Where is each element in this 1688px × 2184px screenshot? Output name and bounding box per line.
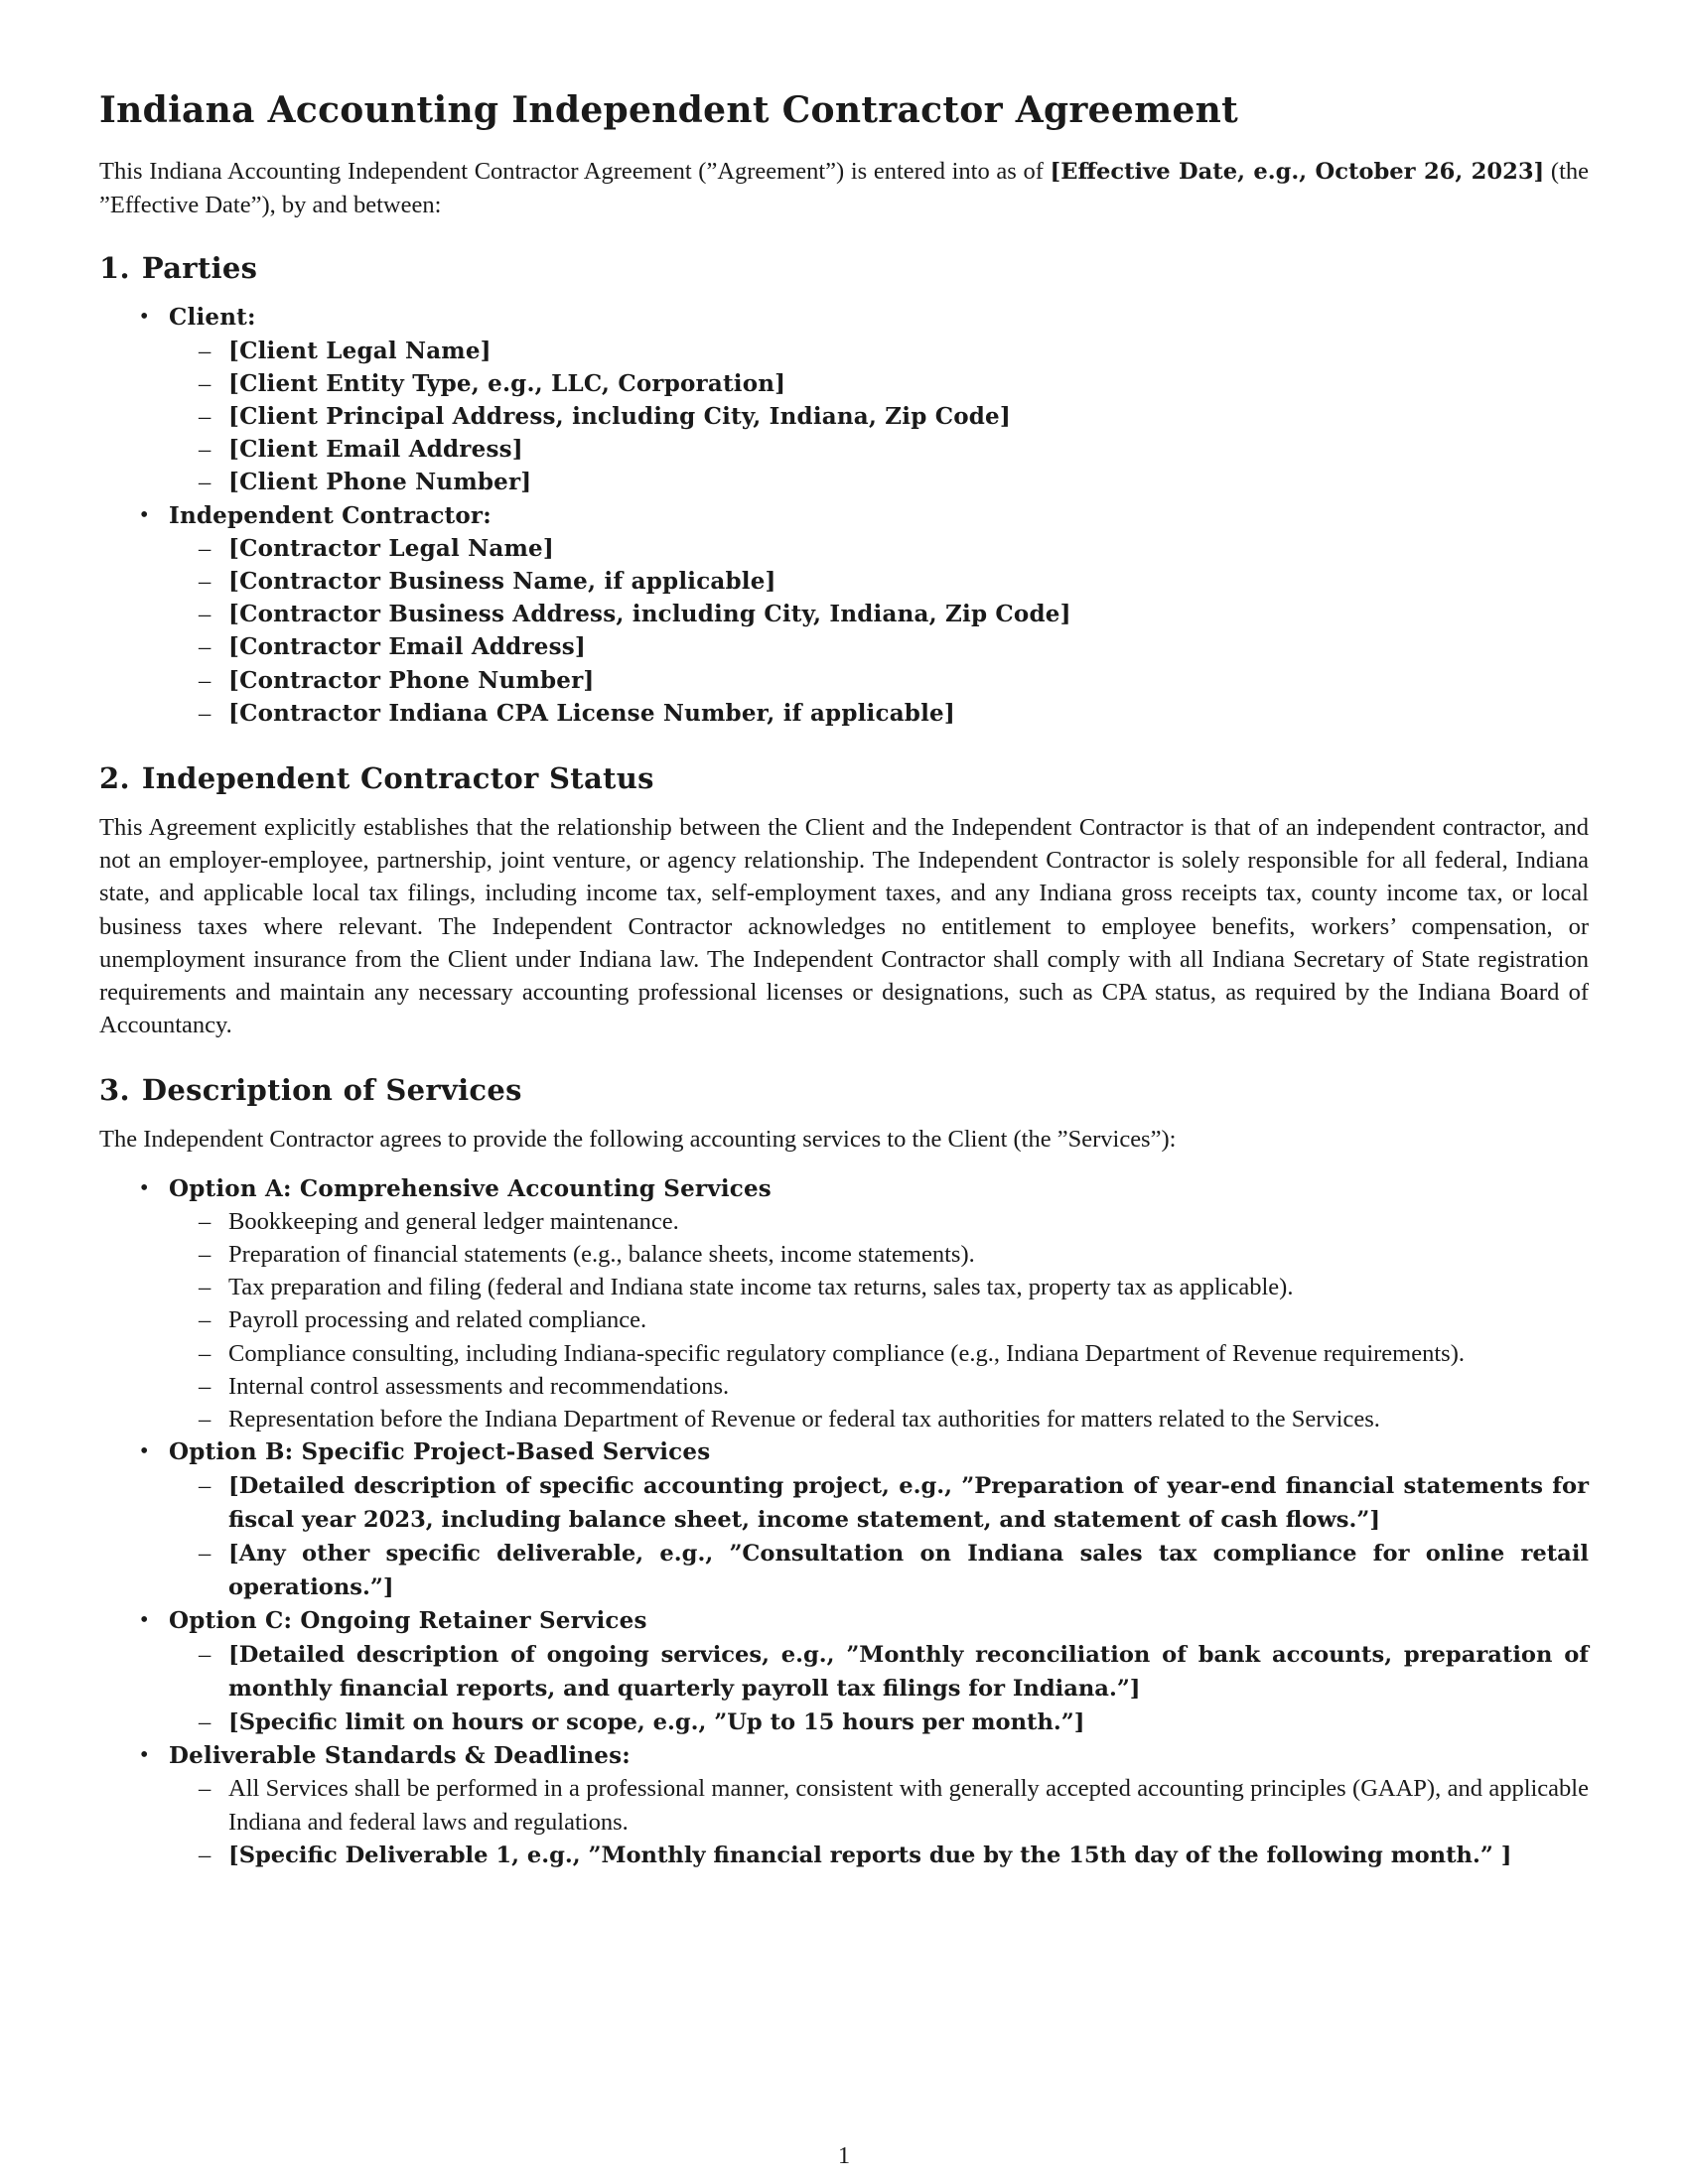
- service-text: Representation before the Indiana Department of Revenue or federal tax authorities for matters related to the Services.: [228, 1406, 1380, 1433]
- option-b-label: Option B: Specific Project-Based Services: [169, 1438, 711, 1466]
- bullet-icon: •: [140, 1438, 149, 1465]
- dash-icon: –: [199, 469, 211, 496]
- option-c-label: Option C: Ongoing Retainer Services: [169, 1607, 647, 1635]
- service-text: Tax preparation and filing (federal and Indiana state income tax returns, sales tax, property tax as applicable).: [228, 1274, 1294, 1301]
- list-item: [199, 466, 1589, 498]
- section-services: [99, 1071, 1589, 1871]
- list-item: [199, 1238, 1589, 1271]
- dash-icon: –: [199, 1306, 211, 1334]
- client-label: Client:: [169, 304, 256, 332]
- list-item: [199, 1638, 1589, 1706]
- deliverables-label: Deliverable Standards & Deadlines:: [169, 1742, 631, 1770]
- dash-icon: –: [199, 666, 211, 694]
- bullet-icon: •: [140, 1742, 149, 1769]
- document-page: [99, 87, 1589, 1902]
- parties-list: [99, 301, 1589, 730]
- dash-icon: –: [199, 1274, 211, 1301]
- placeholder-text: [Contractor Email Address]: [228, 633, 586, 661]
- section-heading-contractor-status: [99, 759, 1589, 797]
- option-a-label: Option A: Comprehensive Accounting Services: [169, 1174, 772, 1202]
- section-heading-services: [99, 1071, 1589, 1109]
- placeholder-text: [Detailed description of ongoing services, e.g., ”Monthly reconciliation of bank accounts, preparation of monthly financial reports, and quarterly payroll tax filings for Indiana.”]: [228, 1641, 1589, 1702]
- dash-icon: –: [199, 1539, 211, 1567]
- dash-icon: –: [199, 534, 211, 562]
- dash-icon: –: [199, 1339, 211, 1367]
- bullet-icon: •: [140, 1607, 149, 1634]
- placeholder-text: [Client Principal Address, including City, Indiana, Zip Code]: [228, 403, 1011, 431]
- placeholder-text: [Contractor Legal Name]: [228, 534, 554, 562]
- list-item: [199, 1706, 1589, 1739]
- service-text: Preparation of financial statements (e.g., balance sheets, income statements).: [228, 1241, 975, 1269]
- placeholder-text: [Contractor Indiana CPA License Number, if applicable]: [228, 699, 955, 727]
- effective-date-placeholder: [Effective Date, e.g., October 26, 2023]: [1050, 159, 1545, 185]
- dash-icon: –: [199, 369, 211, 397]
- dash-icon: –: [199, 1841, 211, 1868]
- service-text: Compliance consulting, including Indiana-specific regulatory compliance (e.g., Indiana Department of Revenue requirements).: [228, 1339, 1465, 1367]
- list-item: [199, 367, 1589, 400]
- list-item: [199, 433, 1589, 466]
- list-item: [199, 664, 1589, 697]
- list-item: [199, 1370, 1589, 1403]
- dash-icon: –: [199, 601, 211, 628]
- placeholder-text: [Specific Deliverable 1, e.g., ”Monthly financial reports due by the 15th day of the following month.” ]: [228, 1842, 1512, 1868]
- dash-icon: –: [199, 1640, 211, 1668]
- placeholder-text: [Specific limit on hours or scope, e.g., ”Up to 15 hours per month.”]: [228, 1708, 1085, 1735]
- dash-icon: –: [199, 1372, 211, 1400]
- list-item: [199, 1271, 1589, 1303]
- list-item-option-b: [140, 1435, 1589, 1604]
- section-title: Independent Contractor Status: [141, 761, 654, 796]
- document-title: Indiana Accounting Independent Contractor Agreement: [99, 89, 1239, 131]
- placeholder-text: [Contractor Business Address, including City, Indiana, Zip Code]: [228, 601, 1071, 628]
- bullet-icon: •: [140, 304, 149, 331]
- intro-text-before: This Indiana Accounting Independent Contractor Agreement (”Agreement”) is entered into as of: [99, 158, 1051, 185]
- dash-icon: –: [199, 436, 211, 464]
- dash-icon: –: [199, 403, 211, 431]
- bullet-icon: •: [140, 501, 149, 528]
- dash-icon: –: [199, 633, 211, 661]
- list-item-option-c: [140, 1604, 1589, 1739]
- placeholder-text: [Contractor Business Name, if applicable]: [228, 568, 776, 596]
- dash-icon: –: [199, 1406, 211, 1433]
- deliverables-list: [169, 1772, 1589, 1872]
- list-item: [199, 1303, 1589, 1336]
- list-item-deliverables: [140, 1739, 1589, 1872]
- section-parties: [99, 249, 1589, 730]
- dash-icon: –: [199, 1241, 211, 1269]
- dash-icon: –: [199, 699, 211, 727]
- option-b-list: [169, 1469, 1589, 1605]
- section-title: Description of Services: [141, 1073, 522, 1108]
- page-number: 1: [837, 2142, 851, 2169]
- placeholder-text: [Contractor Phone Number]: [228, 666, 595, 694]
- dash-icon: –: [199, 1207, 211, 1235]
- placeholder-text: [Any other specific deliverable, e.g., ”Consultation on Indiana sales tax compliance for online retail operations.”]: [228, 1540, 1589, 1601]
- dash-icon: –: [199, 1471, 211, 1499]
- service-text: Internal control assessments and recommendations.: [228, 1372, 730, 1400]
- list-item: [199, 1772, 1589, 1838]
- intro-paragraph: [99, 155, 1589, 221]
- section-number: 2.: [99, 761, 130, 796]
- list-item: [199, 335, 1589, 367]
- placeholder-text: [Client Email Address]: [228, 436, 523, 464]
- services-lead-paragraph: The Independent Contractor agrees to provide the following accounting services to the Client (the ”Services”):: [99, 1126, 1177, 1154]
- intro-text-after: (the ”Effective Date”), by and between:: [99, 158, 1590, 219]
- list-item: [199, 532, 1589, 565]
- list-item: [199, 1537, 1589, 1604]
- list-item: [199, 1205, 1589, 1238]
- client-details-list: [169, 335, 1589, 499]
- list-item: [199, 1469, 1589, 1537]
- bullet-icon: •: [140, 1174, 149, 1201]
- placeholder-text: [Client Legal Name]: [228, 337, 492, 364]
- list-item-contractor: [140, 499, 1589, 730]
- section-title: Parties: [141, 251, 258, 286]
- list-item-client: [140, 301, 1589, 498]
- standard-text: All Services shall be performed in a professional manner, consistent with generally accepted accounting principles (GAAP), and applicable Indiana and federal laws and regulations.: [228, 1775, 1589, 1836]
- list-item: [199, 697, 1589, 730]
- list-item: [199, 400, 1589, 433]
- list-item: [199, 1403, 1589, 1435]
- section-heading-parties: [99, 249, 1589, 287]
- placeholder-text: [Detailed description of specific accounting project, e.g., ”Preparation of year-end financial statements for fiscal year 2023, including balance sheet, income statement, and statement of cash flows.”]: [228, 1472, 1589, 1533]
- placeholder-text: [Client Entity Type, e.g., LLC, Corporation]: [228, 369, 786, 397]
- dash-icon: –: [199, 568, 211, 596]
- contractor-status-paragraph: This Agreement explicitly establishes that the relationship between the Client and the Independent Contractor is that of an independent contractor, and not an employer-employee, partnership, joint venture, or agency relationship. The Independent Contractor is solely responsible for all federal, Indiana state, and applicable local tax filings, including income tax, self-employment taxes, and any Indiana gross receipts tax, county income tax, or local business taxes where relevant. The Independent Contractor acknowledges no entitlement to employee benefits, workers’ compensation, or unemployment insurance from the Client under Indiana law. The Independent Contractor shall comply with all Indiana Secretary of State registration requirements and maintain any necessary accounting professional licenses or designations, such as CPA status, as required by the Indiana Board of Accountancy.: [99, 814, 1589, 1039]
- list-item: [199, 630, 1589, 663]
- list-item: [199, 1337, 1589, 1370]
- list-item: [199, 565, 1589, 598]
- contractor-details-list: [169, 532, 1589, 730]
- service-text: Bookkeeping and general ledger maintenance.: [228, 1207, 679, 1235]
- placeholder-text: [Client Phone Number]: [228, 469, 532, 496]
- contractor-label: Independent Contractor:: [169, 501, 492, 529]
- dash-icon: –: [199, 1775, 211, 1803]
- section-contractor-status: [99, 759, 1589, 1041]
- section-number: 3.: [99, 1073, 130, 1108]
- service-text: Payroll processing and related compliance.: [228, 1306, 647, 1334]
- dash-icon: –: [199, 337, 211, 364]
- list-item: [199, 598, 1589, 630]
- option-c-list: [169, 1638, 1589, 1740]
- list-item: [199, 1839, 1589, 1872]
- services-options-list: [99, 1172, 1589, 1872]
- section-number: 1.: [99, 251, 130, 286]
- dash-icon: –: [199, 1707, 211, 1735]
- option-a-list: [169, 1205, 1589, 1435]
- list-item-option-a: [140, 1172, 1589, 1436]
